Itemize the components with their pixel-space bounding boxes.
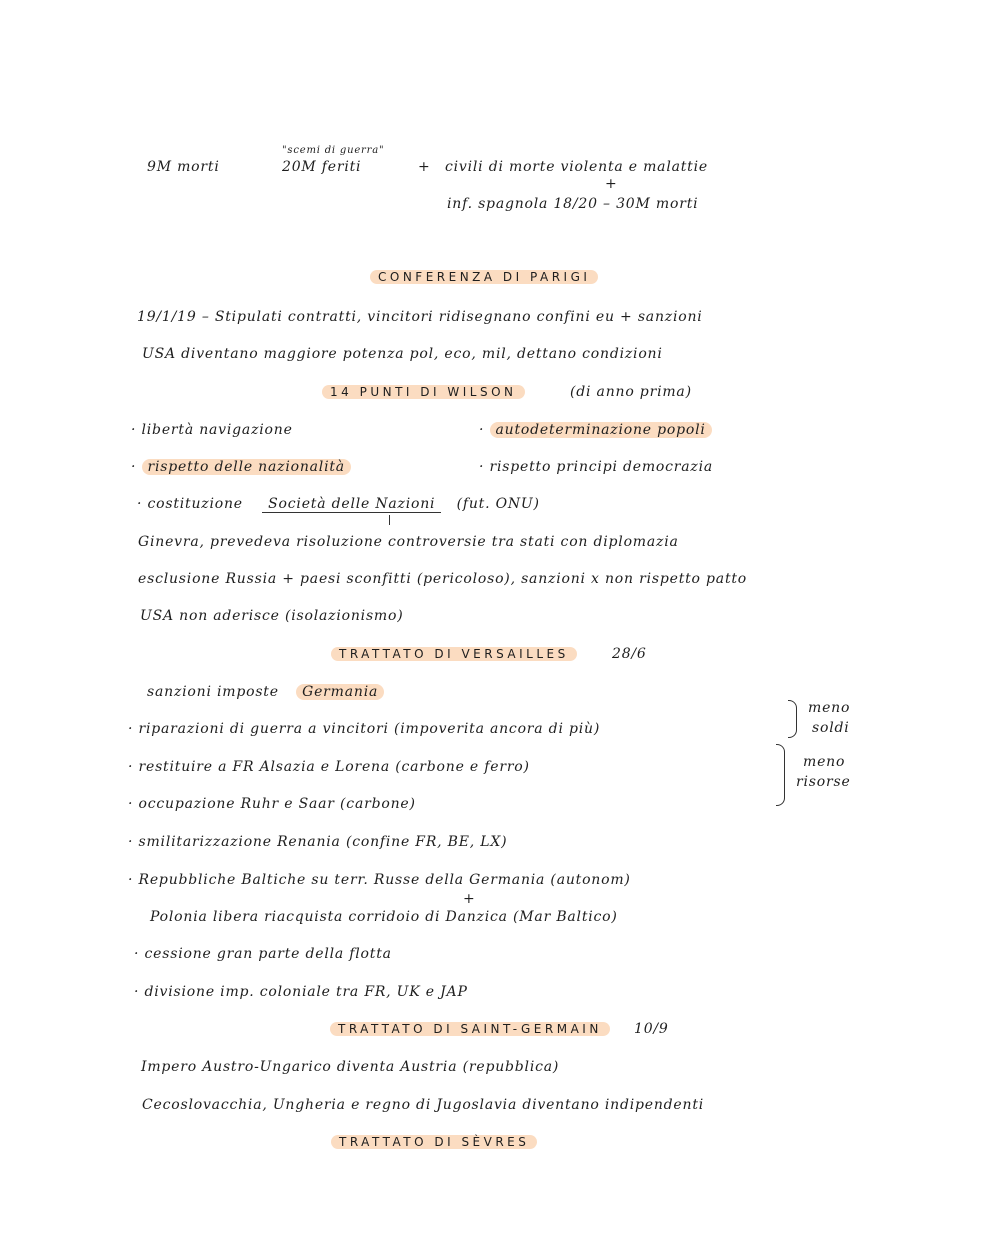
highlighted-term: rispetto delle nazionalità bbox=[142, 459, 351, 475]
versailles-item: Polonia libera riacquista corridoio di Danzica (Mar Baltico) bbox=[150, 909, 618, 925]
section-title-text: TRATTATO DI SÈVRES bbox=[331, 1135, 537, 1149]
versailles-date: 28/6 bbox=[612, 646, 647, 662]
conferenza-line: 19/1/19 – Stipulati contratti, vincitori ridisegnano confini eu + sanzioni bbox=[137, 309, 703, 325]
spagnola-text: inf. spagnola 18/20 – 30M morti bbox=[447, 196, 699, 212]
wilson-line: USA non aderisce (isolazionismo) bbox=[140, 608, 404, 624]
wilson-note: (di anno prima) bbox=[570, 384, 692, 400]
societa-prefix: · costituzione bbox=[137, 496, 243, 512]
intro-text: sanzioni imposte bbox=[147, 684, 279, 700]
bullet-dot: · bbox=[479, 422, 490, 438]
societa-line bbox=[137, 495, 540, 513]
versailles-item: · divisione imp. coloniale tra FR, UK e JAP bbox=[134, 984, 468, 1000]
section-title-wilson bbox=[322, 383, 525, 401]
section-title-text: TRATTATO DI SAINT-GERMAIN bbox=[330, 1022, 610, 1036]
conferenza-line: USA diventano maggiore potenza pol, eco, mil, dettano condizioni bbox=[142, 346, 663, 362]
wilson-bullet: · libertà navigazione bbox=[131, 422, 293, 438]
wilson-bullet bbox=[131, 458, 351, 476]
section-title-sevres bbox=[331, 1133, 537, 1151]
note-meno: meno bbox=[803, 754, 846, 770]
highlighted-term: Germania bbox=[296, 684, 384, 700]
versailles-item: · cessione gran parte della flotta bbox=[134, 946, 392, 962]
plus-sign: + bbox=[463, 891, 476, 907]
versailles-item: · occupazione Ruhr e Saar (carbone) bbox=[128, 796, 416, 812]
versailles-item: · Repubbliche Baltiche su terr. Russe della Germania (autonom) bbox=[128, 872, 631, 888]
wilson-line: Ginevra, prevedeva risoluzione controversie tra stati con diplomazia bbox=[138, 534, 679, 550]
wilson-bullet: · rispetto principi democrazia bbox=[479, 459, 714, 475]
section-title-conferenza bbox=[370, 268, 598, 286]
versailles-item: · smilitarizzazione Renania (confine FR, BE, LX) bbox=[128, 834, 508, 850]
saint-germain-line: Impero Austro-Ungarico diventa Austria (repubblica) bbox=[141, 1059, 560, 1075]
note-soldi: soldi bbox=[812, 720, 850, 736]
plus-sign: + bbox=[605, 176, 618, 192]
wilson-line: esclusione Russia + paesi sconfitti (pericoloso), sanzioni x non rispetto patto bbox=[138, 571, 748, 587]
section-title-versailles bbox=[331, 645, 577, 663]
saint-germain-line: Cecoslovacchia, Ungheria e regno di Jugoslavia diventano indipendenti bbox=[142, 1097, 705, 1113]
civili-text: civili di morte violenta e malattie bbox=[445, 159, 708, 175]
versailles-intro bbox=[147, 683, 384, 701]
versailles-item: · restituire a FR Alsazia e Lorena (carbone e ferro) bbox=[128, 759, 530, 775]
wilson-bullet bbox=[479, 421, 712, 439]
morti-text: 9M morti bbox=[147, 159, 220, 175]
section-title-text: CONFERENZA DI PARIGI bbox=[370, 270, 598, 284]
brace-soldi bbox=[788, 700, 797, 738]
section-title-text: TRATTATO DI VERSAILLES bbox=[331, 647, 577, 661]
note-risorse: risorse bbox=[796, 774, 851, 790]
societa-suffix: (fut. ONU) bbox=[456, 496, 540, 512]
connector-tick bbox=[389, 515, 390, 525]
section-title-text: 14 PUNTI DI WILSON bbox=[322, 385, 525, 399]
feriti-text: 20M feriti bbox=[282, 159, 362, 175]
saint-germain-date: 10/9 bbox=[634, 1021, 669, 1037]
plus-sign: + bbox=[418, 159, 431, 175]
versailles-item: · riparazioni di guerra a vincitori (impoverita ancora di più) bbox=[128, 721, 601, 737]
societa-nazioni: Società delle Nazioni bbox=[262, 496, 441, 513]
note-meno: meno bbox=[808, 700, 851, 716]
brace-risorse bbox=[776, 744, 785, 806]
bullet-dot: · bbox=[131, 459, 142, 475]
highlighted-term: autodeterminazione popoli bbox=[490, 422, 712, 438]
scemi-di-guerra-note: "scemi di guerra" bbox=[282, 145, 385, 156]
section-title-saint-germain bbox=[330, 1020, 610, 1038]
